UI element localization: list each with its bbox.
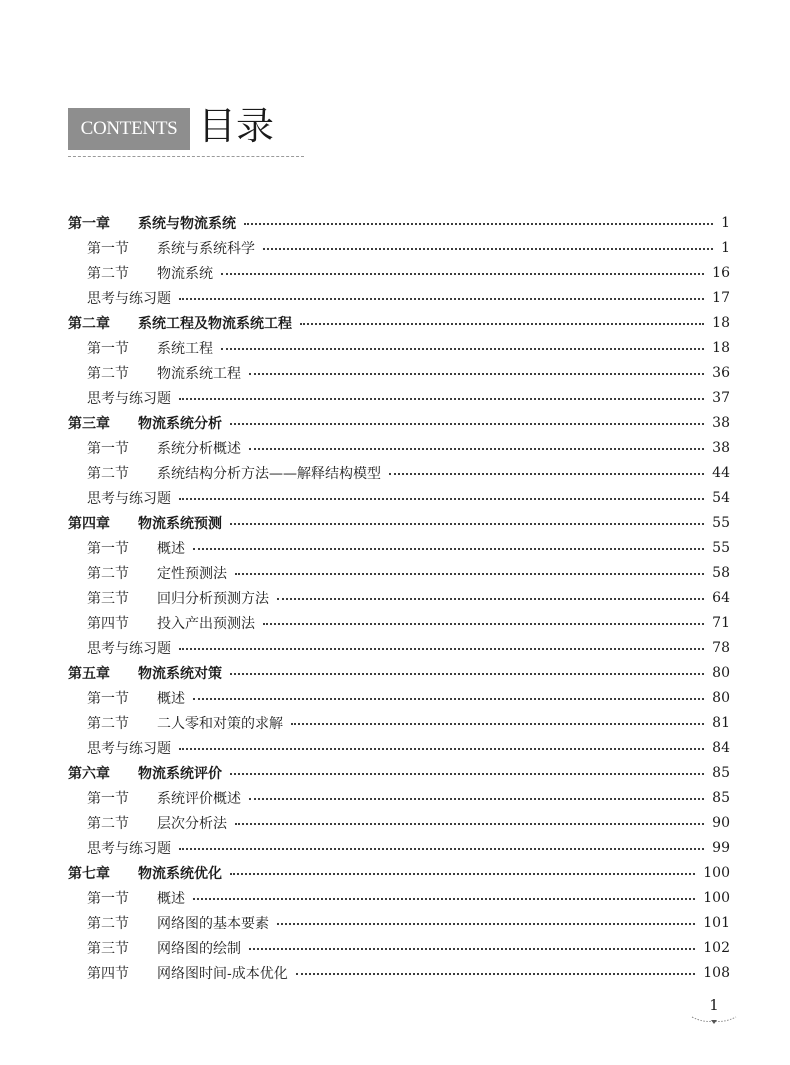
toc-entry-number: 第七章 — [68, 865, 110, 882]
dot-leader — [235, 573, 704, 575]
toc-entry-title: 物流系统预测 — [138, 515, 222, 532]
dot-leader — [179, 298, 704, 300]
dot-leader — [193, 698, 704, 700]
toc-section-row[interactable] — [68, 960, 730, 985]
toc-entry-number: 第二节 — [87, 265, 129, 282]
toc-entry-title: 物流系统评价 — [138, 765, 222, 782]
toc-section-row[interactable] — [68, 610, 730, 635]
toc-section-row[interactable] — [68, 735, 730, 760]
toc-entry-number: 第一节 — [87, 540, 129, 557]
toc-entry-title: 网络图时间-成本优化 — [157, 965, 288, 982]
toc-entry-number: 第五章 — [68, 665, 110, 682]
toc-entry-number: 第一章 — [68, 215, 110, 232]
toc-entry-page: 100 — [703, 889, 730, 906]
toc-entry-page: 85 — [712, 764, 730, 781]
toc-entry-title: 思考与练习题 — [87, 840, 171, 857]
toc-section-row[interactable] — [68, 710, 730, 735]
toc-entry-number: 第二节 — [87, 365, 129, 382]
toc-entry-title: 系统与系统科学 — [157, 240, 255, 257]
toc-entry-title: 概述 — [157, 690, 185, 707]
toc-section-row[interactable] — [68, 485, 730, 510]
toc-entry-page: 81 — [712, 714, 730, 731]
toc-entry-page: 38 — [712, 439, 730, 456]
toc-section-row[interactable] — [68, 585, 730, 610]
toc-section-row[interactable] — [68, 235, 730, 260]
toc-entry-number: 第三节 — [87, 590, 129, 607]
toc-chapter-row[interactable] — [68, 410, 730, 435]
toc-entry-number: 第二节 — [87, 915, 129, 932]
toc-entry-title: 系统与物流系统 — [138, 215, 236, 232]
toc-entry-title: 思考与练习题 — [87, 290, 171, 307]
dot-leader — [263, 248, 713, 250]
dot-leader — [249, 798, 704, 800]
toc-entry-title: 层次分析法 — [157, 815, 227, 832]
toc-chapter-row[interactable] — [68, 510, 730, 535]
toc-entry-title: 回归分析预测方法 — [157, 590, 269, 607]
toc-section-row[interactable] — [68, 685, 730, 710]
dot-leader — [277, 923, 695, 925]
dot-leader — [296, 973, 696, 975]
toc-entry-number: 第四节 — [87, 965, 129, 982]
toc-entry-page: 18 — [712, 314, 730, 331]
toc-entry-number: 第四章 — [68, 515, 110, 532]
toc-entry-page: 17 — [712, 289, 730, 306]
toc-section-row[interactable] — [68, 385, 730, 410]
toc-entry-page: 55 — [712, 539, 730, 556]
toc-chapter-row[interactable] — [68, 660, 730, 685]
dot-leader — [230, 673, 704, 675]
toc-entry-number: 第二节 — [87, 465, 129, 482]
toc-entry-title: 系统分析概述 — [157, 440, 241, 457]
toc-entry-page: 58 — [712, 564, 730, 581]
toc-entry-page: 90 — [712, 814, 730, 831]
dot-leader — [230, 873, 695, 875]
toc-entry-page: 1 — [721, 239, 730, 256]
dot-leader — [244, 223, 713, 225]
dot-leader — [193, 548, 704, 550]
toc-entry-page: 80 — [712, 689, 730, 706]
dot-leader — [230, 523, 704, 525]
toc-entry-title: 系统结构分析方法——解释结构模型 — [157, 465, 381, 482]
dot-leader — [179, 648, 704, 650]
dot-leader — [230, 773, 704, 775]
dot-leader — [300, 323, 704, 325]
toc-entry-title: 系统工程 — [157, 340, 213, 357]
toc-entry-page: 38 — [712, 414, 730, 431]
toc-entry-page: 99 — [712, 839, 730, 856]
dot-leader — [235, 823, 704, 825]
page-ornament-icon — [690, 1015, 738, 1025]
toc-section-row[interactable] — [68, 260, 730, 285]
toc-entry-page: 1 — [721, 214, 730, 231]
toc-section-row[interactable] — [68, 335, 730, 360]
dot-leader — [249, 373, 704, 375]
toc-entry-title: 网络图的绘制 — [157, 940, 241, 957]
toc-chapter-row[interactable] — [68, 860, 730, 885]
toc-entry-title: 物流系统 — [157, 265, 213, 282]
toc-entry-title: 思考与练习题 — [87, 490, 171, 507]
dot-leader — [179, 498, 704, 500]
toc-entry-number: 第二节 — [87, 815, 129, 832]
toc-entry-title: 概述 — [157, 540, 185, 557]
toc-section-row[interactable] — [68, 560, 730, 585]
toc-section-row[interactable] — [68, 460, 730, 485]
toc-section-row[interactable] — [68, 935, 730, 960]
toc-entry-number: 第二节 — [87, 565, 129, 582]
toc-section-row[interactable] — [68, 535, 730, 560]
table-of-contents — [68, 210, 730, 985]
toc-entry-page: 64 — [712, 589, 730, 606]
contents-label: CONTENTS — [68, 108, 190, 150]
dot-leader — [291, 723, 704, 725]
toc-entry-page: 101 — [703, 914, 730, 931]
toc-entry-title: 概述 — [157, 890, 185, 907]
toc-entry-title: 物流系统对策 — [138, 665, 222, 682]
toc-entry-number: 第二章 — [68, 315, 110, 332]
toc-entry-number: 第二节 — [87, 715, 129, 732]
toc-section-row[interactable] — [68, 635, 730, 660]
toc-entry-number: 第一节 — [87, 690, 129, 707]
toc-entry-number: 第三章 — [68, 415, 110, 432]
toc-entry-number: 第四节 — [87, 615, 129, 632]
toc-entry-page: 108 — [703, 964, 730, 981]
toc-section-row[interactable] — [68, 835, 730, 860]
toc-entry-title: 物流系统优化 — [138, 865, 222, 882]
dot-leader — [179, 748, 704, 750]
toc-section-row[interactable] — [68, 285, 730, 310]
toc-chapter-row[interactable] — [68, 210, 730, 235]
toc-section-row[interactable] — [68, 885, 730, 910]
dot-leader — [249, 948, 695, 950]
toc-section-row[interactable] — [68, 910, 730, 935]
dot-leader — [221, 273, 704, 275]
toc-entry-number: 第一节 — [87, 890, 129, 907]
toc-entry-title: 思考与练习题 — [87, 640, 171, 657]
toc-entry-title: 网络图的基本要素 — [157, 915, 269, 932]
toc-entry-page: 37 — [712, 389, 730, 406]
dot-leader — [179, 848, 704, 850]
toc-entry-title: 投入产出预测法 — [157, 615, 255, 632]
toc-entry-page: 44 — [712, 464, 730, 481]
toc-entry-page: 102 — [703, 939, 730, 956]
toc-entry-number: 第一节 — [87, 440, 129, 457]
dot-leader — [179, 398, 704, 400]
toc-entry-title: 系统评价概述 — [157, 790, 241, 807]
toc-section-row[interactable] — [68, 785, 730, 810]
dot-leader — [221, 348, 704, 350]
page-title: 目录 — [198, 104, 275, 148]
dot-leader — [263, 623, 704, 625]
toc-entry-page: 78 — [712, 639, 730, 656]
toc-entry-page: 16 — [712, 264, 730, 281]
toc-entry-page: 55 — [712, 514, 730, 531]
toc-entry-number: 第一节 — [87, 240, 129, 257]
toc-entry-page: 80 — [712, 664, 730, 681]
toc-section-row[interactable] — [68, 435, 730, 460]
toc-entry-page: 84 — [712, 739, 730, 756]
dot-leader — [230, 423, 704, 425]
toc-entry-number: 第六章 — [68, 765, 110, 782]
toc-section-row[interactable] — [68, 810, 730, 835]
toc-entry-page: 71 — [712, 614, 730, 631]
toc-entry-title: 物流系统分析 — [138, 415, 222, 432]
toc-entry-page: 100 — [703, 864, 730, 881]
toc-entry-number: 第一节 — [87, 340, 129, 357]
toc-chapter-row[interactable] — [68, 310, 730, 335]
toc-chapter-row[interactable] — [68, 760, 730, 785]
toc-entry-page: 85 — [712, 789, 730, 806]
toc-entry-title: 思考与练习题 — [87, 390, 171, 407]
dot-leader — [277, 598, 704, 600]
header-divider — [68, 156, 304, 157]
dot-leader — [249, 448, 704, 450]
toc-entry-title: 系统工程及物流系统工程 — [138, 315, 292, 332]
toc-entry-number: 第一节 — [87, 790, 129, 807]
page-number: 1 — [709, 996, 719, 1014]
toc-entry-page: 36 — [712, 364, 730, 381]
toc-section-row[interactable] — [68, 360, 730, 385]
toc-entry-page: 54 — [712, 489, 730, 506]
toc-entry-title: 物流系统工程 — [157, 365, 241, 382]
toc-entry-page: 18 — [712, 339, 730, 356]
toc-entry-title: 思考与练习题 — [87, 740, 171, 757]
toc-entry-title: 二人零和对策的求解 — [157, 715, 283, 732]
dot-leader — [389, 473, 704, 475]
toc-entry-number: 第三节 — [87, 940, 129, 957]
dot-leader — [193, 898, 695, 900]
toc-entry-title: 定性预测法 — [157, 565, 227, 582]
